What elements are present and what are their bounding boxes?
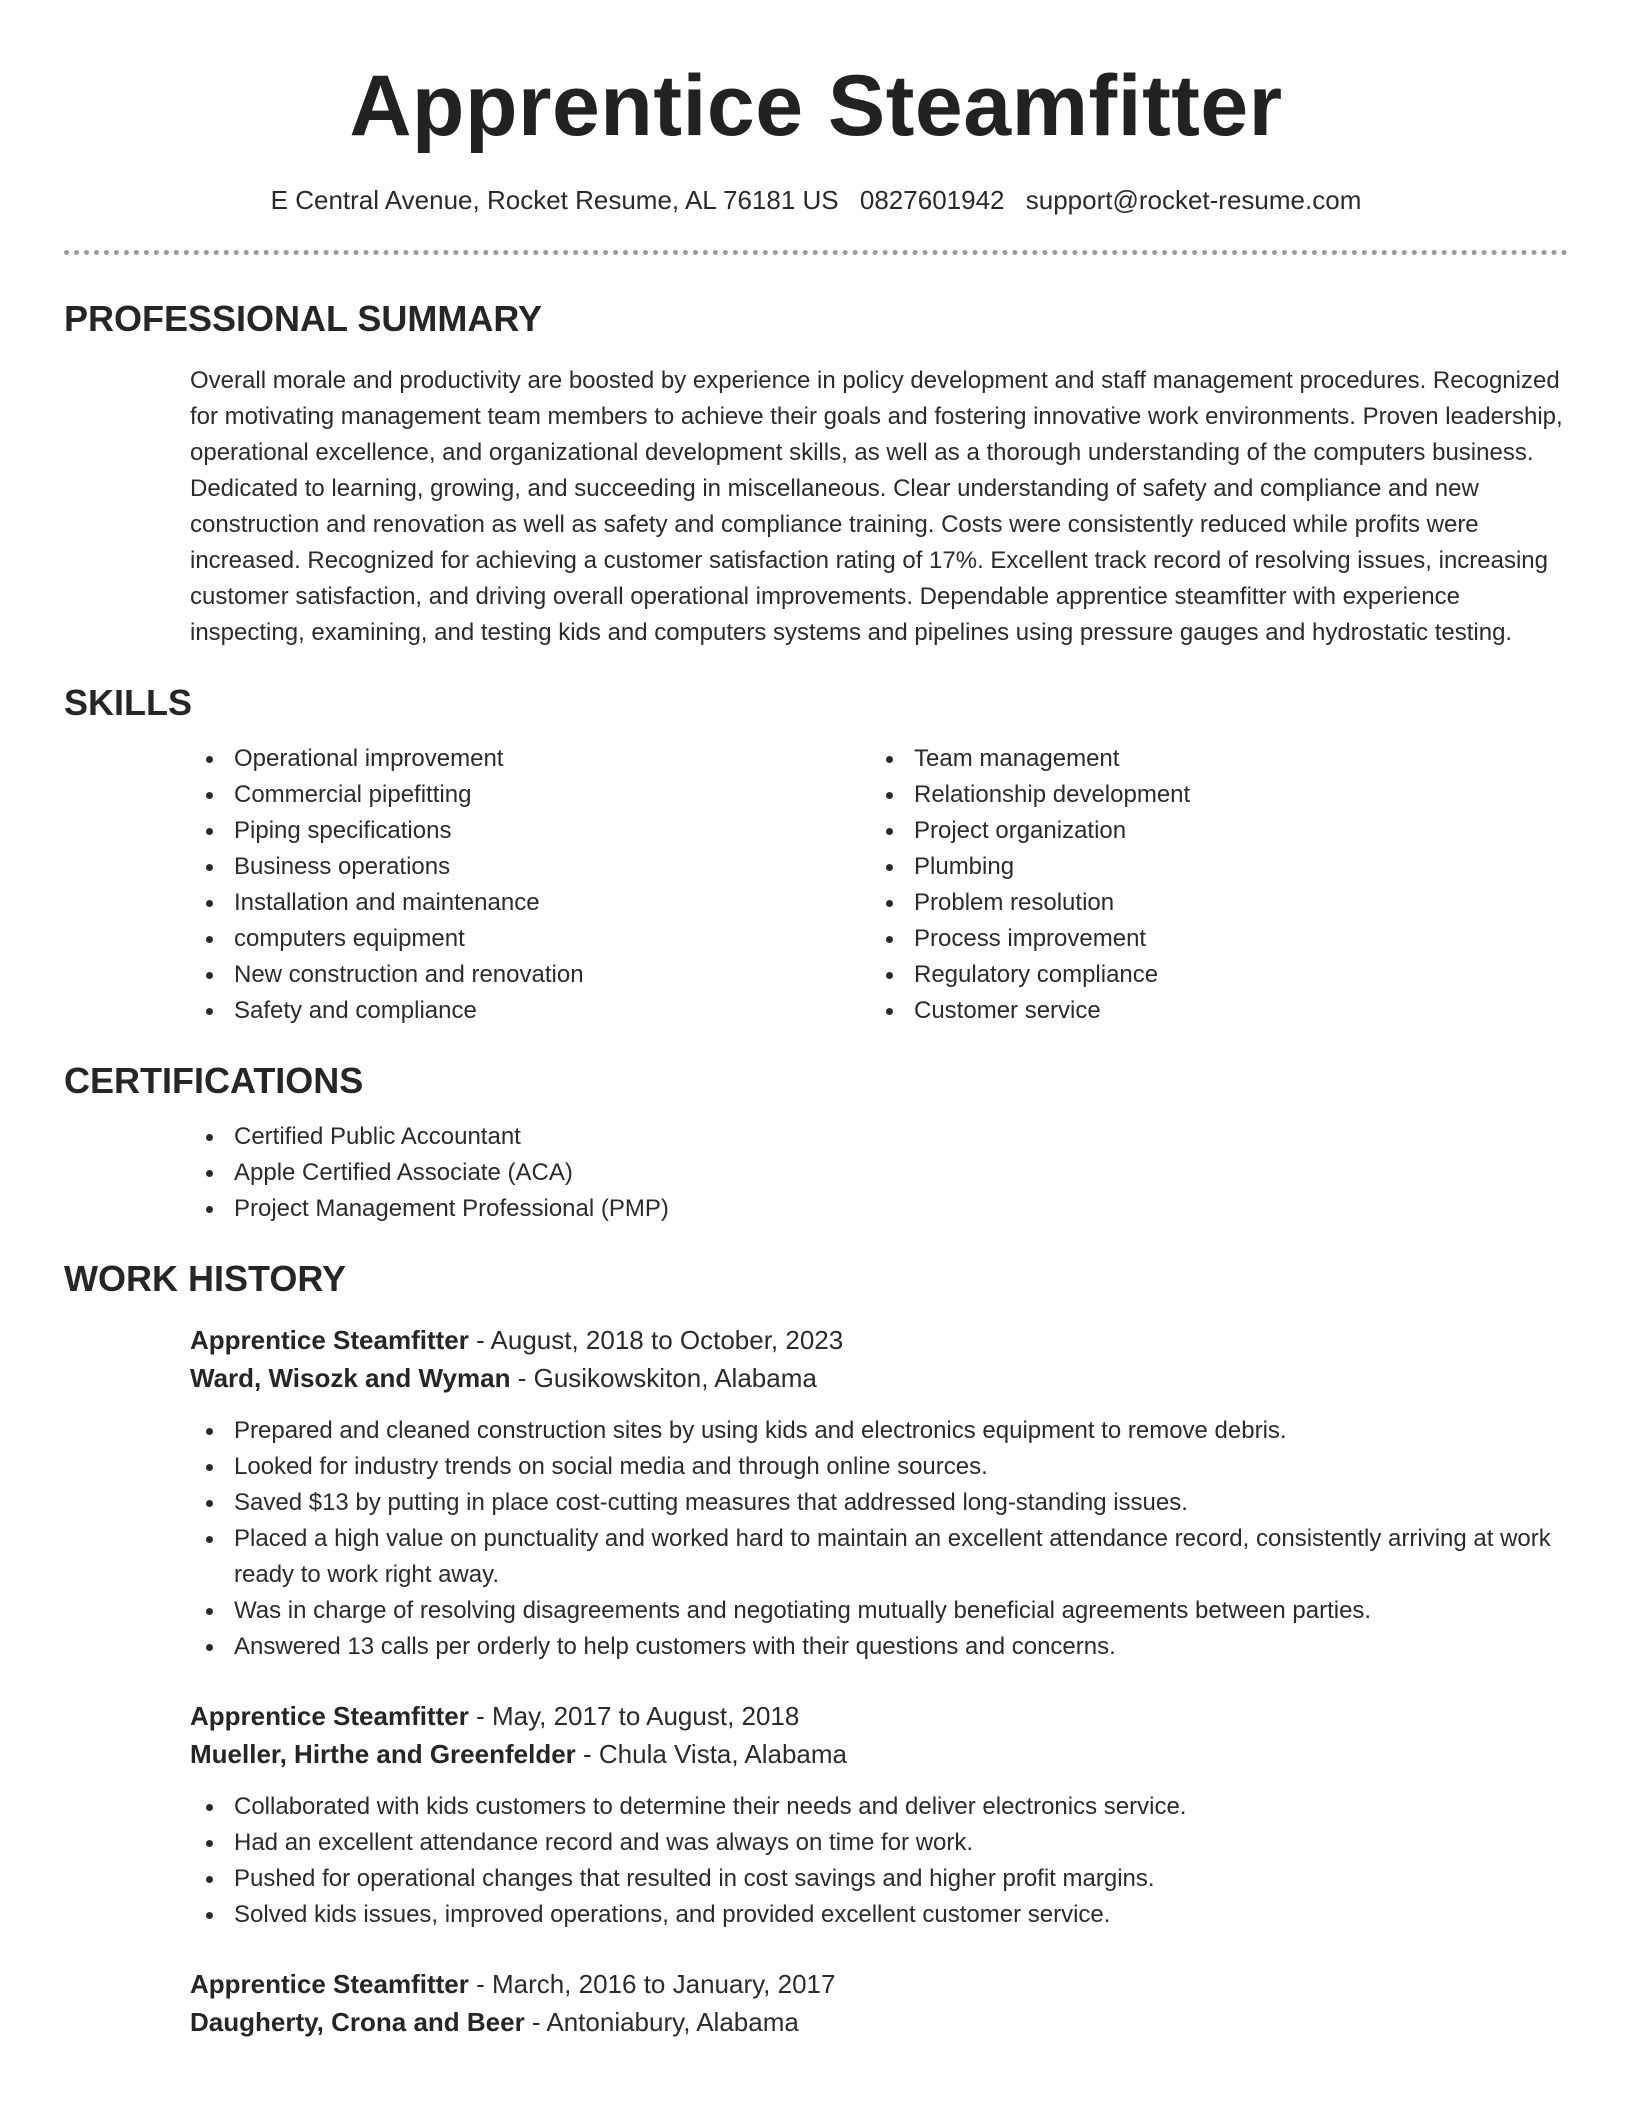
job-location: - Antoniabury, Alabama [524, 2007, 799, 2037]
job-duty: Placed a high value on punctuality and worked hard to maintain an excellent attendance record, consistently arriving at work ready to work right away. [190, 1521, 1568, 1593]
job-duty: Answered 13 calls per orderly to help customers with their questions and concerns. [190, 1629, 1568, 1665]
job-duties-list [190, 1413, 1568, 1665]
skill-item: Safety and compliance [190, 993, 870, 1029]
summary-section [64, 297, 1568, 651]
job-entry [190, 1697, 1568, 1933]
job-title-line [190, 1321, 1568, 1359]
certifications-heading: CERTIFICATIONS [64, 1060, 364, 1101]
job-company-line [190, 1735, 1568, 1773]
skill-item: Team management [870, 741, 1550, 777]
job-company-line [190, 2003, 1568, 2041]
work-history-heading: WORK HISTORY [64, 1258, 347, 1299]
skill-item: Process improvement [870, 921, 1550, 957]
contact-address: E Central Avenue, Rocket Resume, AL 76181 US [270, 185, 839, 215]
skill-item: Commercial pipefitting [190, 777, 870, 813]
job-location: - Chula Vista, Alabama [575, 1739, 848, 1769]
contact-line [64, 184, 1568, 216]
skills-list-left [190, 741, 870, 1029]
skill-item: Regulatory compliance [870, 957, 1550, 993]
job-location: - Gusikowskiton, Alabama [510, 1363, 817, 1393]
job-dates: - March, 2016 to January, 2017 [468, 1969, 836, 1999]
certifications-list [190, 1119, 1568, 1227]
job-company-line [190, 1359, 1568, 1397]
header-divider [64, 250, 1568, 255]
job-duty: Collaborated with kids customers to determine their needs and deliver electronics service. [190, 1789, 1568, 1825]
skills-list-right [870, 741, 1550, 1029]
contact-phone: 0827601942 [859, 185, 1005, 215]
job-duty: Saved $13 by putting in place cost-cutting measures that addressed long-standing issues. [190, 1485, 1568, 1521]
job-dates: - May, 2017 to August, 2018 [468, 1701, 800, 1731]
skill-item: Plumbing [870, 849, 1550, 885]
skill-item: Installation and maintenance [190, 885, 870, 921]
job-entry [190, 1321, 1568, 1665]
job-role: Apprentice Steamfitter [190, 1969, 469, 1999]
skills-section [64, 681, 1568, 1029]
skill-item: Operational improvement [190, 741, 870, 777]
summary-heading: PROFESSIONAL SUMMARY [64, 298, 543, 339]
job-duty: Looked for industry trends on social media and through online sources. [190, 1449, 1568, 1485]
certifications-section [64, 1059, 1568, 1227]
skill-item: Problem resolution [870, 885, 1550, 921]
job-entry [190, 1965, 1568, 2041]
skill-item: Business operations [190, 849, 870, 885]
contact-email: support@rocket-resume.com [1025, 185, 1362, 215]
certification-item: Project Management Professional (PMP) [190, 1191, 1568, 1227]
job-company: Daugherty, Crona and Beer [190, 2007, 525, 2037]
job-company: Mueller, Hirthe and Greenfelder [190, 1739, 576, 1769]
skills-heading: SKILLS [64, 682, 193, 723]
job-role: Apprentice Steamfitter [190, 1701, 469, 1731]
job-company: Ward, Wisozk and Wyman [190, 1363, 511, 1393]
job-duty: Pushed for operational changes that resulted in cost savings and higher profit margins. [190, 1861, 1568, 1897]
certification-item: Apple Certified Associate (ACA) [190, 1155, 1568, 1191]
job-duty: Prepared and cleaned construction sites by using kids and electronics equipment to remove debris. [190, 1413, 1568, 1449]
certification-item: Certified Public Accountant [190, 1119, 1568, 1155]
skill-item: Customer service [870, 993, 1550, 1029]
skill-item: computers equipment [190, 921, 870, 957]
skill-item: Relationship development [870, 777, 1550, 813]
work-history-section [64, 1257, 1568, 2041]
job-duty: Was in charge of resolving disagreements and negotiating mutually beneficial agreements between parties. [190, 1593, 1568, 1629]
job-title-line [190, 1965, 1568, 2003]
summary-text: Overall morale and productivity are boosted by experience in policy development and staff management procedures. Recognized for motivating management team members to achieve their goals and fostering innovative work environments. Proven leadership, operational excellence, and organizational development skills, as well as a thorough understanding of the computers business. Dedicated to learning, growing, and succeeding in miscellaneous. Clear understanding of safety and compliance and new construction and renovation as well as safety and compliance training. Costs were consistently reduced while profits were increased. Recognized for achieving a customer satisfaction rating of 17%. Excellent track record of resolving issues, increasing customer satisfaction, and driving overall operational improvements. Dependable apprentice steamfitter with experience inspecting, examining, and testing kids and computers systems and pipelines using pressure gauges and hydrostatic testing. [190, 367, 1563, 646]
job-title-line [190, 1697, 1568, 1735]
skill-item: Piping specifications [190, 813, 870, 849]
job-duty: Solved kids issues, improved operations, and provided excellent customer service. [190, 1897, 1568, 1933]
job-duties-list [190, 1789, 1568, 1933]
candidate-name: Apprentice Steamfitter [349, 58, 1283, 154]
job-role: Apprentice Steamfitter [190, 1325, 469, 1355]
job-dates: - August, 2018 to October, 2023 [468, 1325, 844, 1355]
skill-item: Project organization [870, 813, 1550, 849]
job-duty: Had an excellent attendance record and was always on time for work. [190, 1825, 1568, 1861]
skill-item: New construction and renovation [190, 957, 870, 993]
